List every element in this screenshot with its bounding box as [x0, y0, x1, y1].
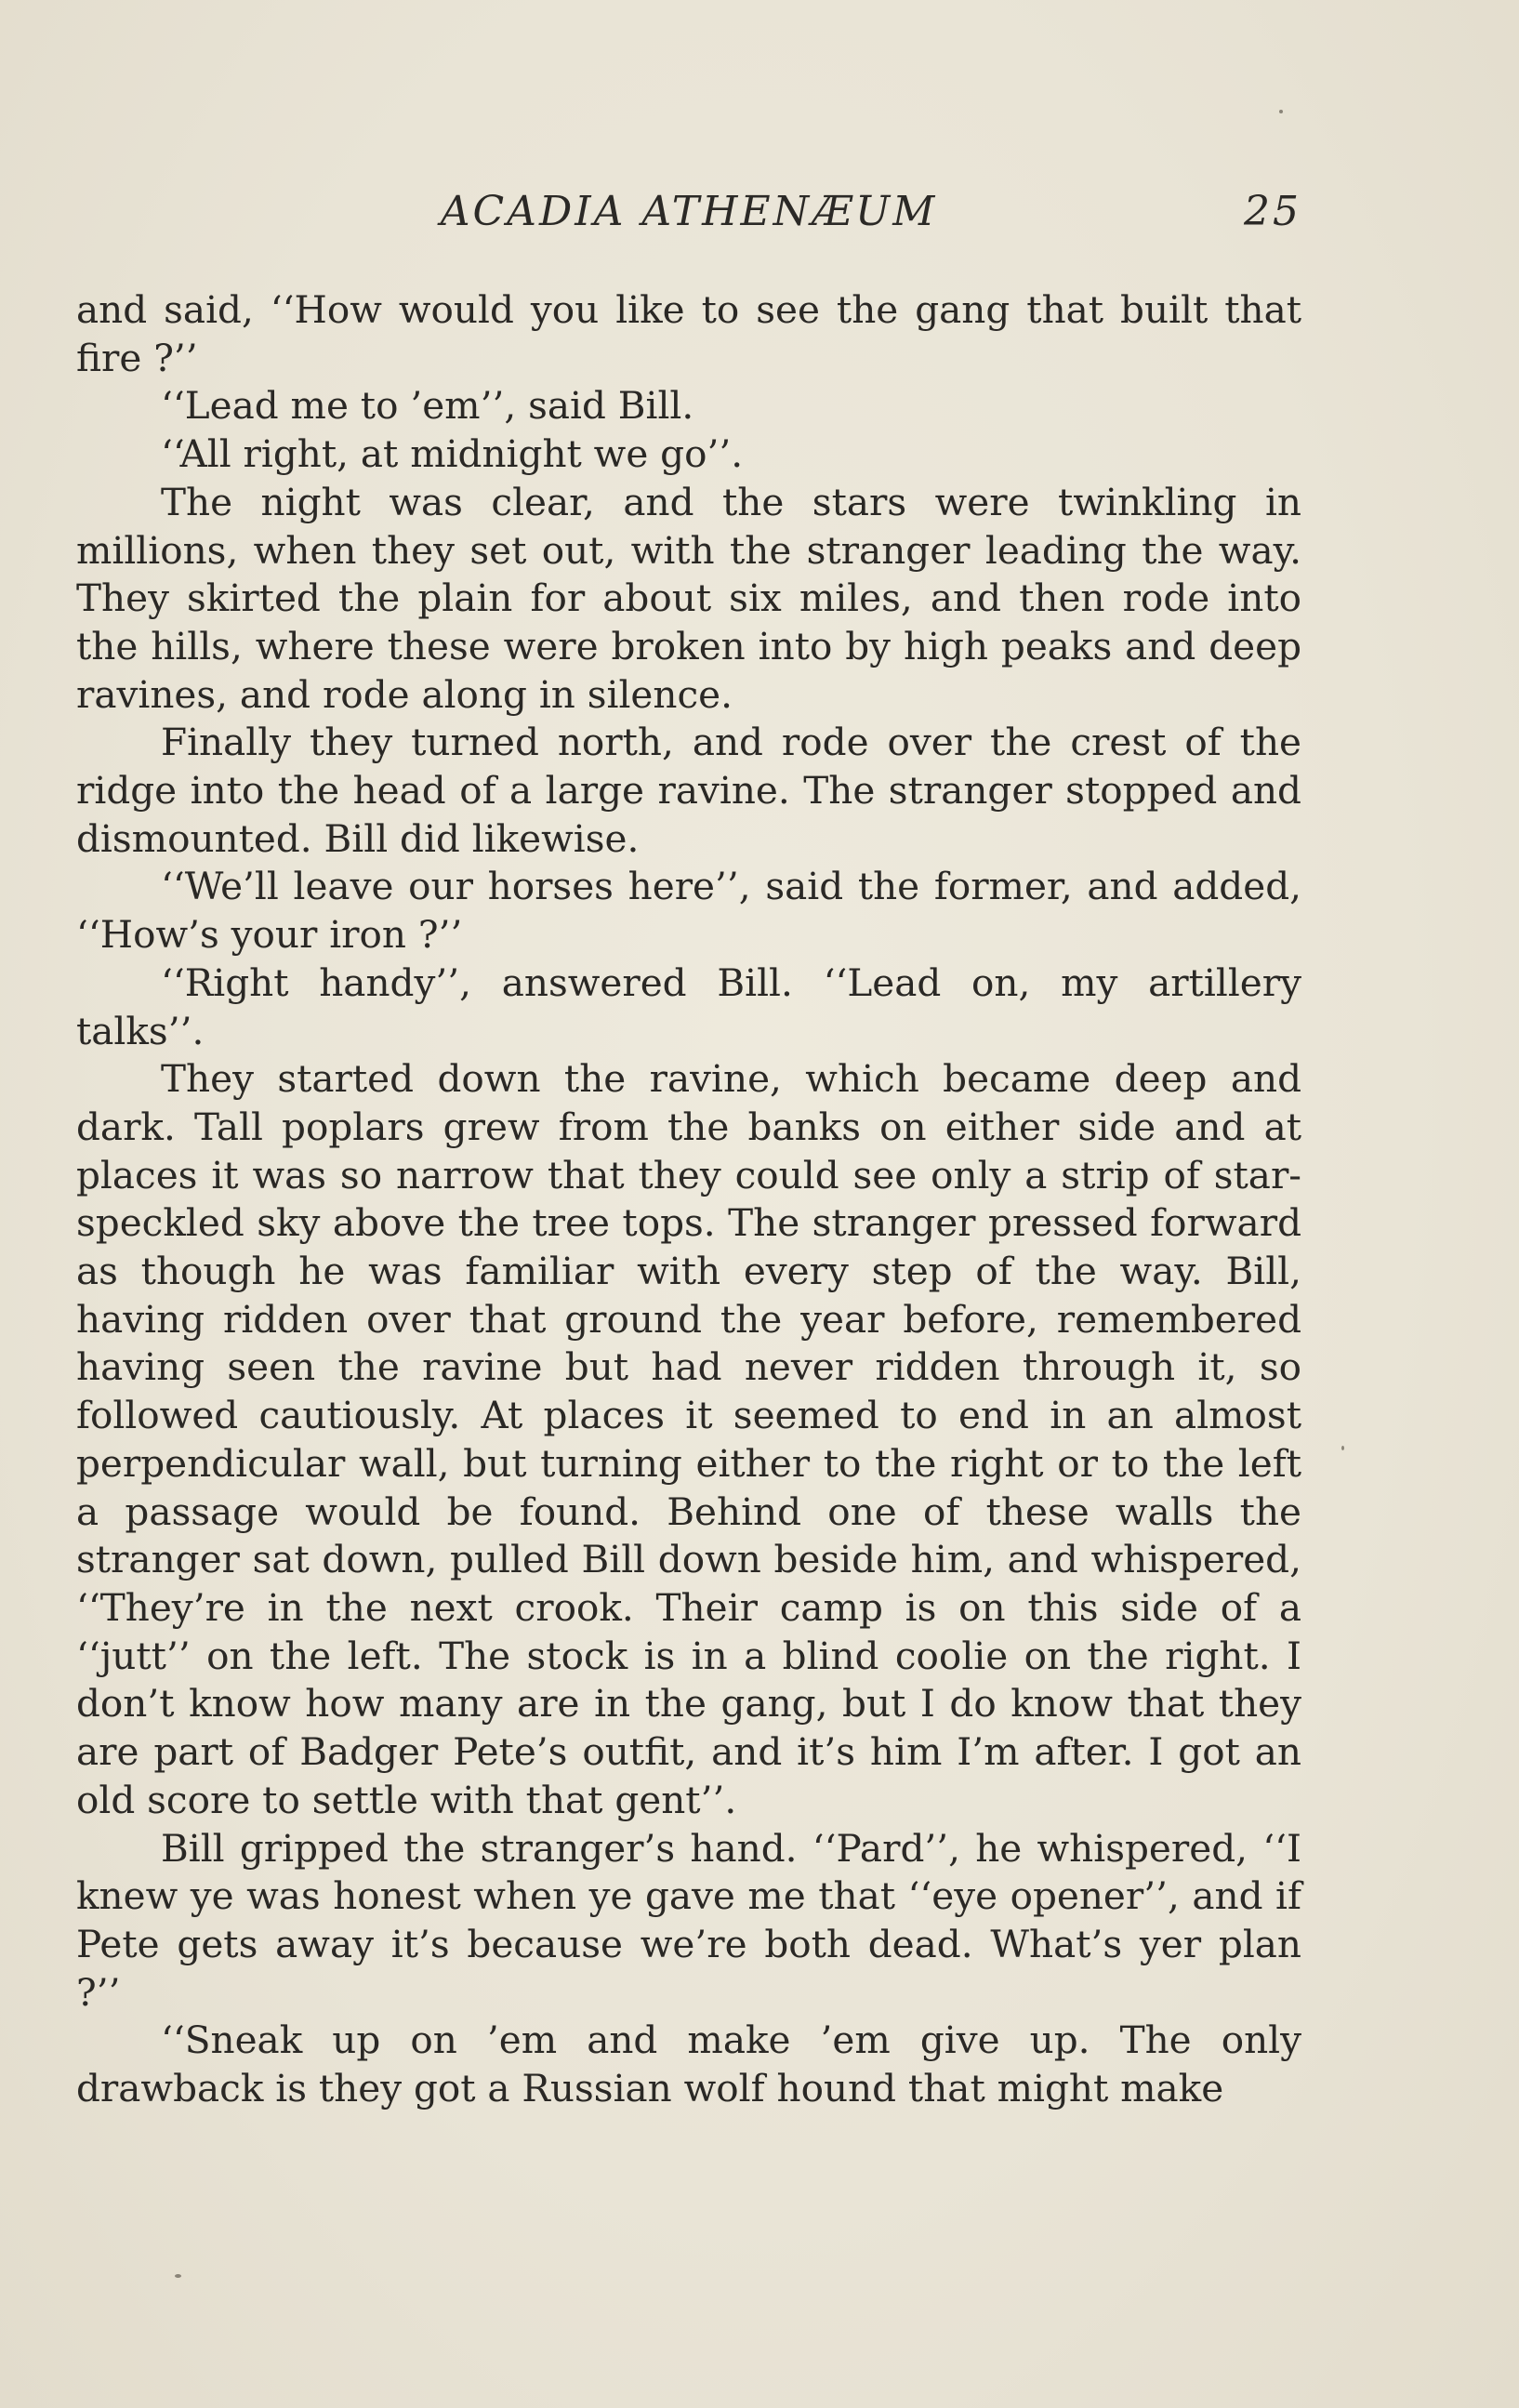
- paper-speck: [1279, 110, 1283, 113]
- paragraph: ‘‘Right handy’’, answered Bill. ‘‘Lead on, my artillery talks’’.: [76, 959, 1301, 1053]
- paragraph: ‘‘We’ll leave our horses here’’, said the former, and added, ‘‘How’s your iron ?’’: [76, 864, 1301, 958]
- paragraph: They started down the ravine, which became deep and dark. Tall poplars grew from the banks on either side and at places it was so narrow that they could see only a strip of star-speckled sky above the tree tops. The stranger pressed forward as though he was familiar with every step of the way. Bill, having ridden over that ground the year before, remembered having seen the ravine but had never ridden through it, so followed cautiously. At places it seemed to end in an almost perpendicular wall, but turning either to the right or to the left a passage would be found. Behind one of these walls the stranger sat down, pulled Bill down beside him, and whispered, ‘‘They’re in the next crook. Their camp is on this side of a ‘‘jutt’’ on the left. The stock is in a blind coolie on the right. I don’t know how many are in the gang, but I do know that they are part of Badger Pete’s outfit, and it’s him I’m after. I got an old score to settle with that gent’’.: [76, 1056, 1301, 1822]
- paper-speck: [1341, 1446, 1344, 1450]
- paragraph: ‘‘Lead me to ’em’’, said Bill.: [161, 383, 694, 429]
- paragraph: Bill gripped the stranger’s hand. ‘‘Pard’’, he whispered, ‘‘I knew ye was honest when ye gave me that ‘‘eye opener’’, and if Pete gets away it’s because we’re both dead. What’s yer plan ?’’: [76, 1825, 1301, 2015]
- running-head: [76, 188, 1301, 253]
- page-number: 25: [1244, 188, 1301, 235]
- journal-title: ACADIA ATHENÆUM: [440, 188, 938, 235]
- paragraph: The night was clear, and the stars were twinkling in millions, when they set out, with the stranger leading the way. They skirted the plain for about six miles, and then rode into the hills, where these were broken into by high peaks and deep ravines, and rode along in silence.: [76, 479, 1301, 717]
- article-body: [76, 286, 1301, 2113]
- paragraph: ‘‘Sneak up on ’em and make ’em give up. The only drawback is they got a Russian wolf hound that might make: [76, 2018, 1301, 2111]
- paragraph: ‘‘All right, at midnight we go’’.: [161, 431, 744, 477]
- paragraph: Finally they turned north, and rode over the crest of the ridge into the head of a large ravine. The stranger stopped and dismounted. Bill did likewise.: [76, 720, 1301, 861]
- paragraph: and said, ‘‘How would you like to see the gang that built that fire ?’’: [76, 287, 1301, 380]
- paper-speck: [175, 2274, 181, 2278]
